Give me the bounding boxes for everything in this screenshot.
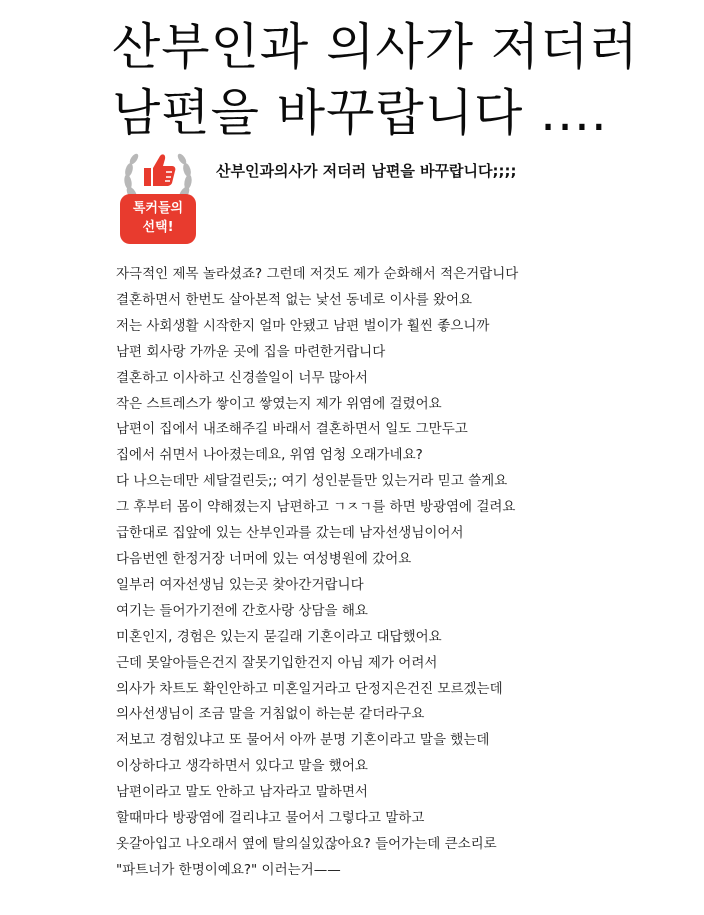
body-line: 남편이 집에서 내조해주길 바래서 결혼하면서 일도 그만두고 <box>116 421 468 438</box>
body-line: 남편 회사랑 가까운 곳에 집을 마련한거랍니다 <box>116 343 386 360</box>
body-line: 여기는 들어가기전에 간호사랑 상담을 해요 <box>116 602 368 619</box>
body-line: 다 나으는데만 세달걸린듯;; 여기 성인분들만 있는거라 믿고 쓸게요 <box>116 473 508 490</box>
badge-line-2: 선택! <box>142 220 174 235</box>
body-line: 미혼인지, 경험은 있는지 묻길래 기혼이라고 대답했어요 <box>116 628 442 645</box>
headline <box>112 14 692 146</box>
body-line: 일부러 여자선생님 있는곳 찾아간거랍니다 <box>116 576 364 593</box>
headline-line-1: 산부인과 의사가 저더러 <box>112 18 639 76</box>
body-line: 다음번엔 한정거장 너머에 있는 여성병원에 갔어요 <box>116 550 412 567</box>
post-header <box>118 148 678 248</box>
body-line: 저보고 경험있냐고 또 물어서 아까 분명 기혼이라고 말을 했는데 <box>116 732 490 749</box>
badge-line-1: 톡커들의 <box>132 201 184 216</box>
post-title: 산부인과의사가 저더러 남편을 바꾸랍니다;;;; <box>216 162 517 180</box>
body-line: 남편이라고 말도 안하고 남자라고 말하면서 <box>116 784 368 801</box>
body-line: 옷갈아입고 나오래서 옆에 탈의실있잖아요? 들어가는데 큰소리로 <box>116 835 497 852</box>
body-line: 결혼하고 이사하고 신경쓸일이 너무 많아서 <box>116 369 368 386</box>
thumbs-up-icon <box>138 150 178 190</box>
body-line: 근데 못알아들은건지 잘못기입한건지 아님 제가 어려서 <box>116 654 438 671</box>
body-line: 저는 사회생활 시작한지 얼마 안됐고 남편 벌이가 훨씬 좋으니까 <box>116 317 490 334</box>
body-line: 할때마다 방광염에 걸리냐고 물어서 그렇다고 말하고 <box>116 810 425 827</box>
body-line: 급한대로 집앞에 있는 산부인과를 갔는데 남자선생님이어서 <box>116 525 464 542</box>
post-body <box>116 262 691 884</box>
body-line: 그 후부터 몸이 약해졌는지 남편하고 ㄱㅈㄱ를 하면 방광염에 걸려요 <box>116 499 516 516</box>
body-line: 의사선생님이 조금 말을 거침없이 하는분 같더라구요 <box>116 706 425 723</box>
body-line: 이상하다고 생각하면서 있다고 말을 했어요 <box>116 758 368 775</box>
body-line: "파트너가 한명이예요?" 이러는거—— <box>116 861 341 878</box>
body-line: 집에서 쉬면서 나아졌는데요, 위염 엄청 오래가네요? <box>116 447 423 464</box>
body-line: 의사가 차트도 확인안하고 미혼일거라고 단정지은건진 모르겠는데 <box>116 680 503 697</box>
body-line: 자극적인 제목 놀라셨죠? 그런데 저것도 제가 순화해서 적은거랍니다 <box>116 266 519 282</box>
editor-pick-label <box>120 194 196 244</box>
editor-pick-badge <box>118 148 198 246</box>
body-line: 결혼하면서 한번도 살아본적 없는 낯선 동네로 이사를 왔어요 <box>116 291 473 308</box>
headline-line-2: 남편을 바꾸랍니다 .... <box>112 84 608 142</box>
body-line: 작은 스트레스가 쌓이고 쌓였는지 제가 위염에 걸렸어요 <box>116 395 442 412</box>
